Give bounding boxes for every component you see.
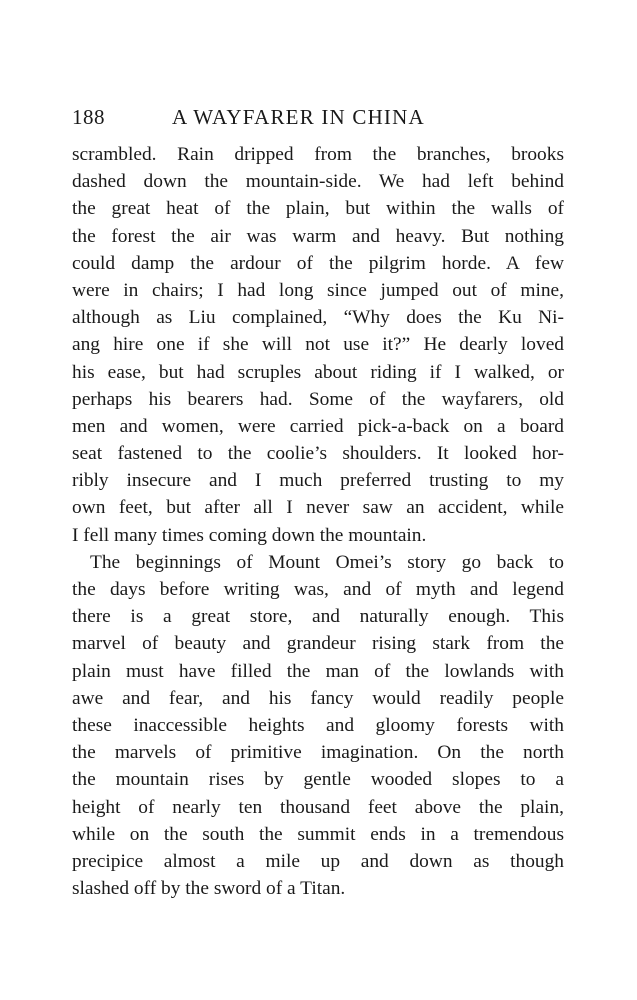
text-line: while on the south the summit ends in a tremendous [72,823,564,845]
text-line: plain must have filled the man of the lowlands with [72,660,564,682]
text-line: marvel of beauty and grandeur rising stark from the [72,633,564,655]
text-line: ang hire one if she will not use it?” He dearly loved [72,334,564,356]
text-line: The beginnings of Mount Omei’s story go back to [90,551,564,573]
text-line: there is a great store, and naturally enough. This [72,606,564,628]
text-line: the forest the air was warm and heavy. But nothing [72,225,564,247]
text-line: scrambled. Rain dripped from the branches, brooks [72,144,564,165]
text-line: dashed down the mountain-side. We had left behind [72,171,564,193]
text-line: the great heat of the plain, but within the walls of [72,198,564,220]
text-line: slashed off by the sword of a Titan. [72,878,346,900]
text-line: his ease, but had scruples about riding if I walked, or [72,361,564,383]
text-line: were in chairs; I had long since jumped out of mine, [72,279,564,301]
text-line: the marvels of primitive imagination. On the north [72,742,564,764]
text-line: I fell many times coming down the mountain. [72,524,427,546]
running-title: A WAYFARER IN CHINA [172,105,425,129]
text-line: could damp the ardour of the pilgrim horde. A few [72,252,564,274]
text-line: height of nearly ten thousand feet above the plain, [72,796,564,818]
text-line: the days before writing was, and of myth and legend [72,579,564,600]
text-line: the mountain rises by gentle wooded slopes to a [72,769,564,791]
text-line: ribly insecure and I much preferred trusting to my [72,470,564,492]
text-line: awe and fear, and his fancy would readily people [72,687,564,709]
text-line: although as Liu complained, “Why does the Ku Ni- [72,307,564,329]
body-text [72,141,564,902]
text-line: these inaccessible heights and gloomy forests with [72,714,564,736]
text-line: precipice almost a mile up and down as though [72,850,564,872]
page-number: 188 [72,105,105,129]
text-line: own feet, but after all I never saw an accident, while [72,497,564,519]
running-head [72,104,572,130]
paragraph-2 [72,549,564,902]
text-line: seat fastened to the coolie’s shoulders. It looked hor- [72,443,564,465]
text-line: men and women, were carried pick-a-back on a board [72,415,564,437]
text-line: perhaps his bearers had. Some of the wayfarers, old [72,388,564,410]
paragraph-1 [72,141,564,549]
